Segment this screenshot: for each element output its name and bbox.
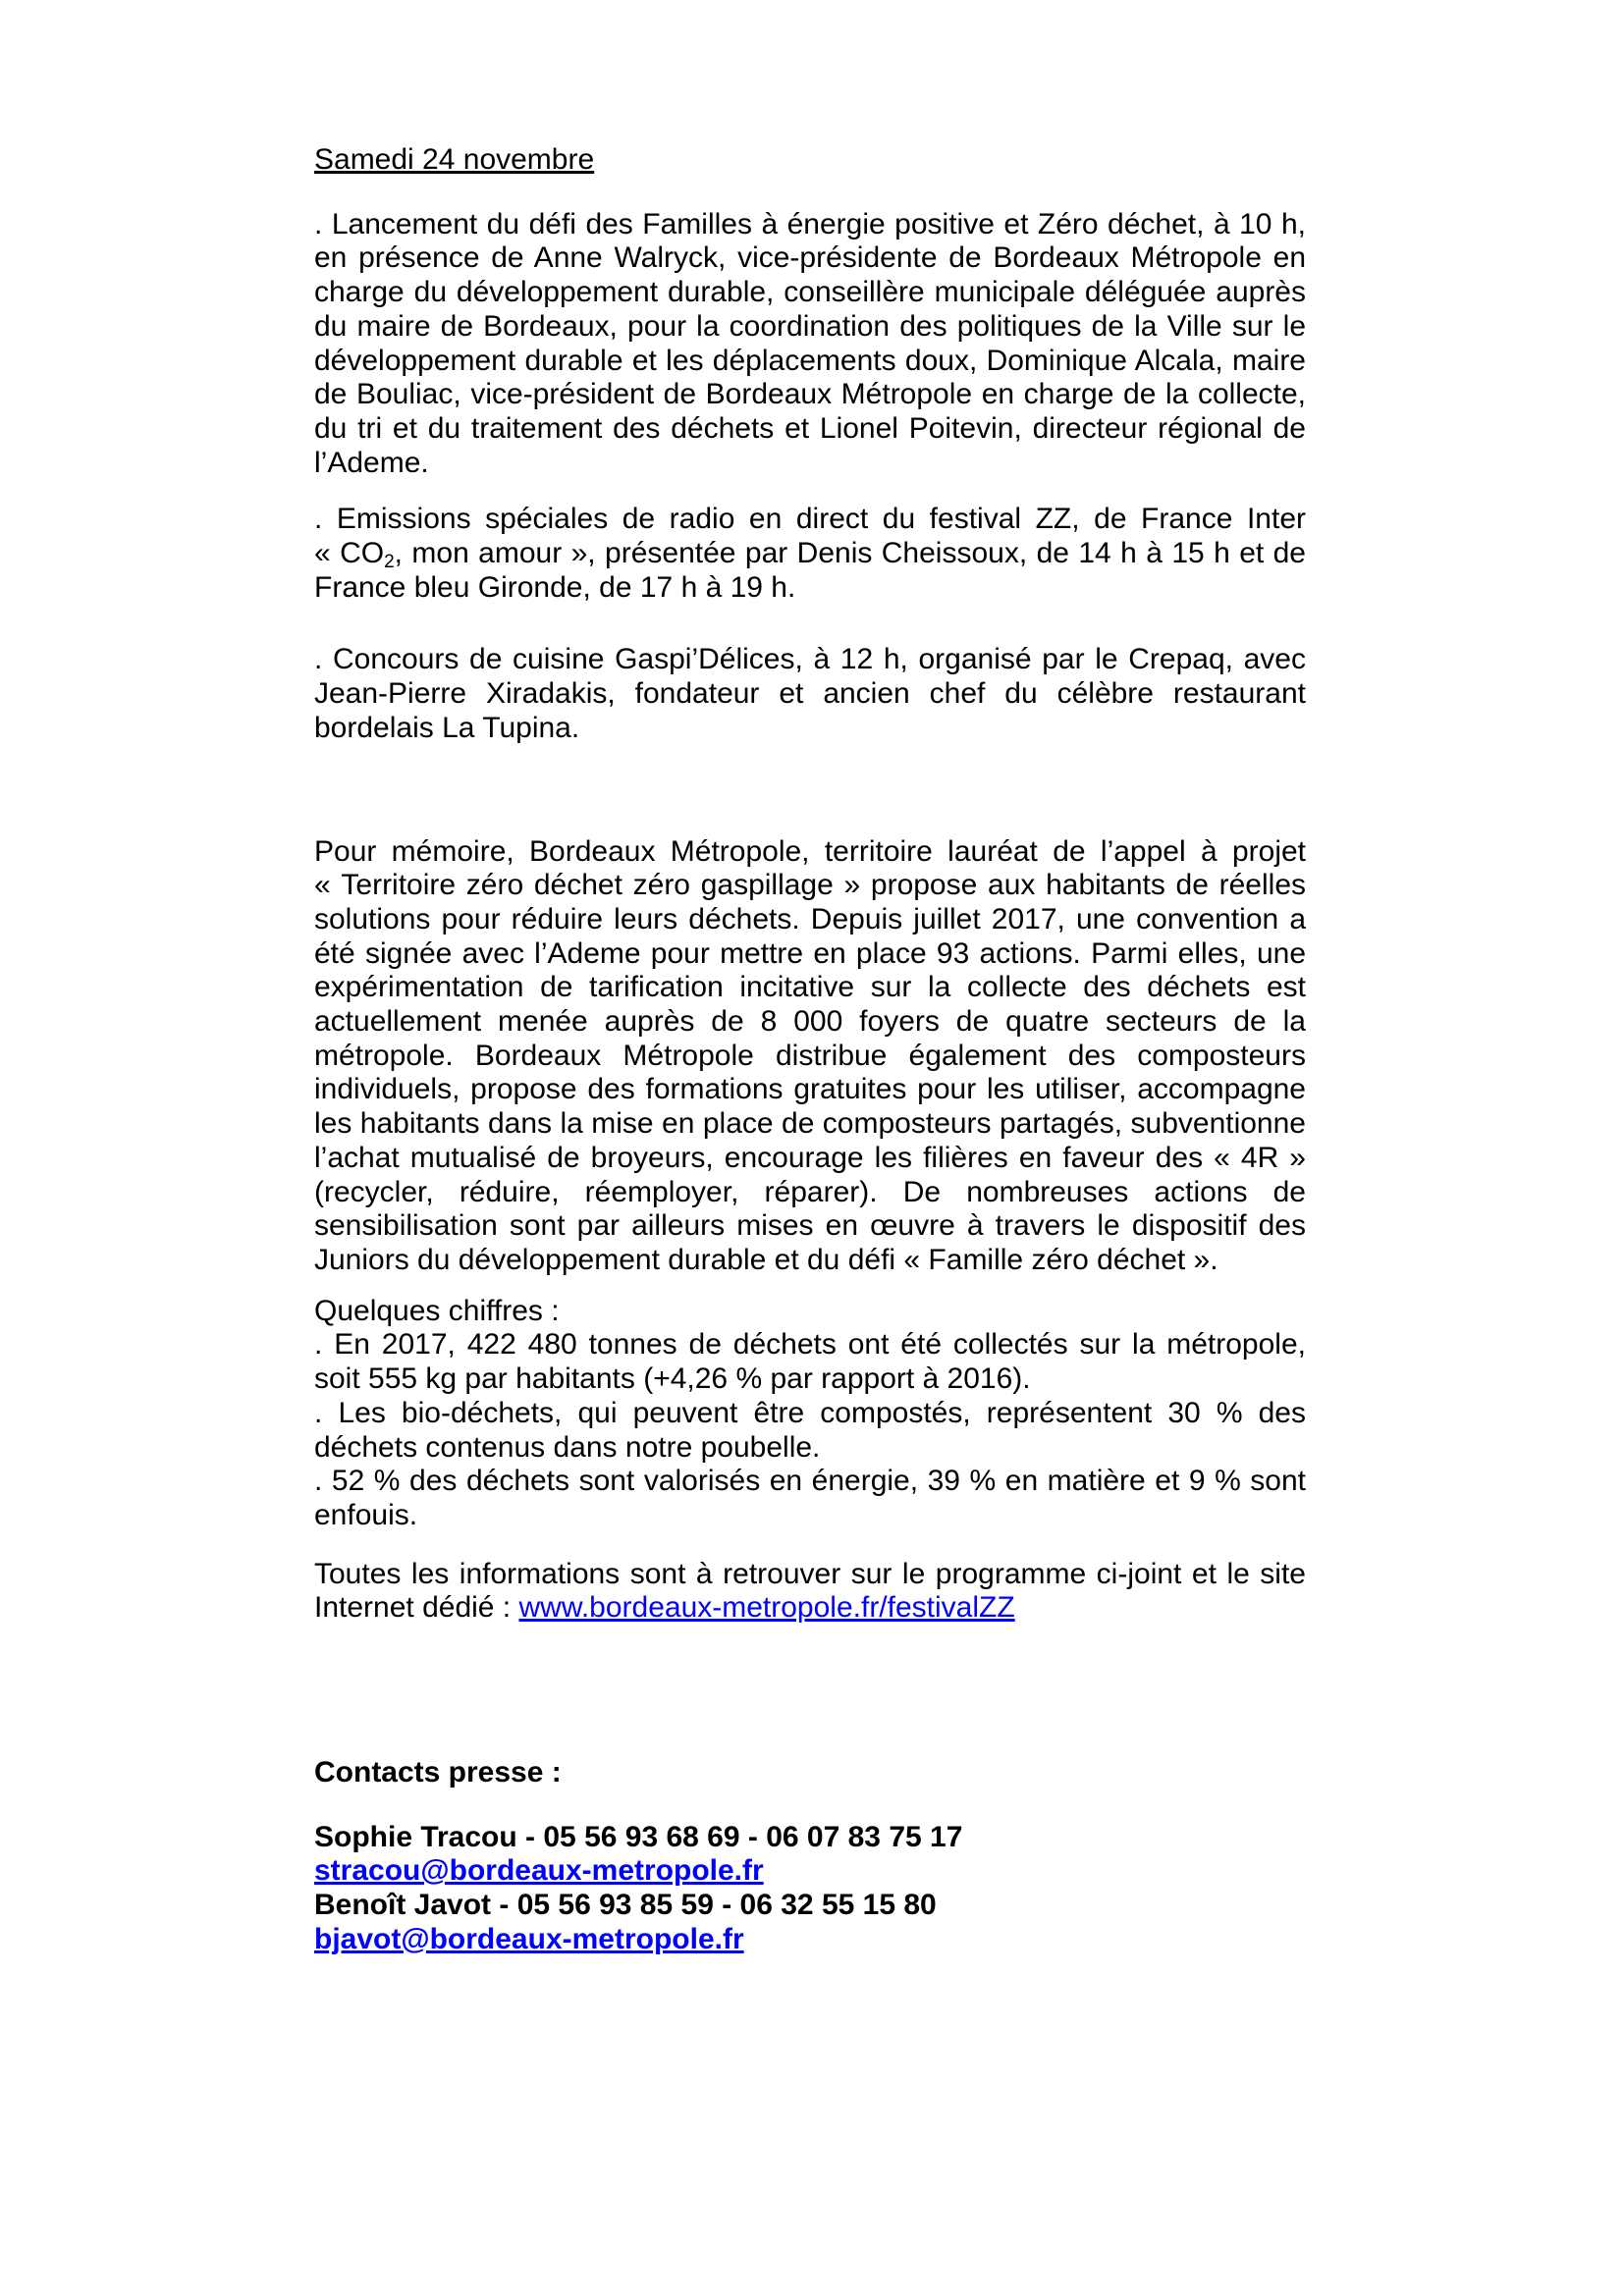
event-paragraph-radio: [314, 503, 1306, 605]
contact-name-phone: Benoît Javot - 05 56 93 85 59 - 06 32 55 15 80: [314, 1889, 937, 1922]
contact-email-line: [314, 1854, 1306, 1889]
press-contacts-block: [314, 1821, 1306, 1957]
key-figure-item-collected-tonnage: . En 2017, 422 480 tonnes de déchets ont été collectés sur la métropole, soit 555 kg par habitants (+4,26 % par rapport à 2016).: [314, 1328, 1306, 1396]
more-info-text: Toutes les informations sont à retrouver sur le programme ci-joint et le site Internet dédié :: [314, 1557, 1306, 1625]
contact-email-line: [314, 1923, 1306, 1957]
event-radio-text-after-subscript: , mon amour », présentée par Denis Cheissoux, de 14 h à 15 h et de France bleu Gironde, de 17 h à 19 h.: [314, 537, 1306, 604]
key-figure-item-bio-waste: . Les bio-déchets, qui peuvent être compostés, représentent 30 % des déchets contenus dans notre poubelle.: [314, 1396, 1306, 1464]
document-content: [314, 143, 1306, 1957]
background-paragraph: Pour mémoire, Bordeaux Métropole, territoire lauréat de l’appel à projet « Territoire zéro déchet zéro gaspillage » propose aux habitants de réelles solutions pour réduire leurs déchets. Depuis juillet 2017, une convention a été signée avec l’Ademe pour mettre en place 93 actions. Parmi elles, une expérimentation de tarification incitative sur la collecte des déchets est actuellement menée auprès de 8 000 foyers de quatre secteurs de la métropole. Bordeaux Métropole distribue également des composteurs individuels, propose des formations gratuites pour les utiliser, accompagne les habitants dans la mise en place de composteurs partagés, subventionne l’achat mutualisé de broyeurs, encourage les filières en faveur des « 4R » (recycler, réduire, réemployer, réparer). De nombreuses actions de sensibilisation sont par ailleurs mises en œuvre à travers le dispositif des Juniors du développement durable et du défi « Famille zéro déchet ».: [314, 834, 1306, 1276]
contact-name-phone: Sophie Tracou - 05 56 93 68 69 - 06 07 83 75 17: [314, 1820, 963, 1853]
festival-website-link[interactable]: www.bordeaux-metropole.fr/festivalZZ: [518, 1591, 1015, 1625]
event-radio-text-before-subscript: . Emissions spéciales de radio en direct du festival ZZ, de France Inter « CO: [314, 503, 1306, 570]
event-paragraph-cooking-contest: . Concours de cuisine Gaspi’Délices, à 12 h, organisé par le Crepaq, avec Jean-Pierre Xiradakis, fondateur et ancien chef du célèbre restaurant bordelais La Tupina.: [314, 643, 1306, 744]
key-figures-title: Quelques chiffres :: [314, 1294, 560, 1327]
more-info-paragraph: [314, 1558, 1306, 1626]
date-heading: Samedi 24 novembre: [314, 143, 595, 176]
contact-email-link-bjavot[interactable]: bjavot@bordeaux-metropole.fr: [314, 1922, 744, 1955]
press-contacts-title: Contacts presse :: [314, 1756, 562, 1789]
key-figure-item-valorisation: . 52 % des déchets sont valorisés en énergie, 39 % en matière et 9 % sont enfouis.: [314, 1465, 1306, 1531]
key-figures-section: [314, 1295, 1306, 1533]
contact-email-link-stracou[interactable]: stracou@bordeaux-metropole.fr: [314, 1854, 764, 1888]
co2-subscript: 2: [384, 552, 395, 573]
event-paragraph-launch: . Lancement du défi des Familles à énergie positive et Zéro déchet, à 10 h, en présence de Anne Walryck, vice-présidente de Bordeaux Métropole en charge du développement durable, conseillère municipale déléguée auprès du maire de Bordeaux, pour la coordination des politiques de la Ville sur le développement durable et les déplacements doux, Dominique Alcala, maire de Bouliac, vice-président de Bordeaux Métropole en charge de la collecte, du tri et du traitement des déchets et Lionel Poitevin, directeur régional de l’Ademe.: [314, 207, 1306, 479]
